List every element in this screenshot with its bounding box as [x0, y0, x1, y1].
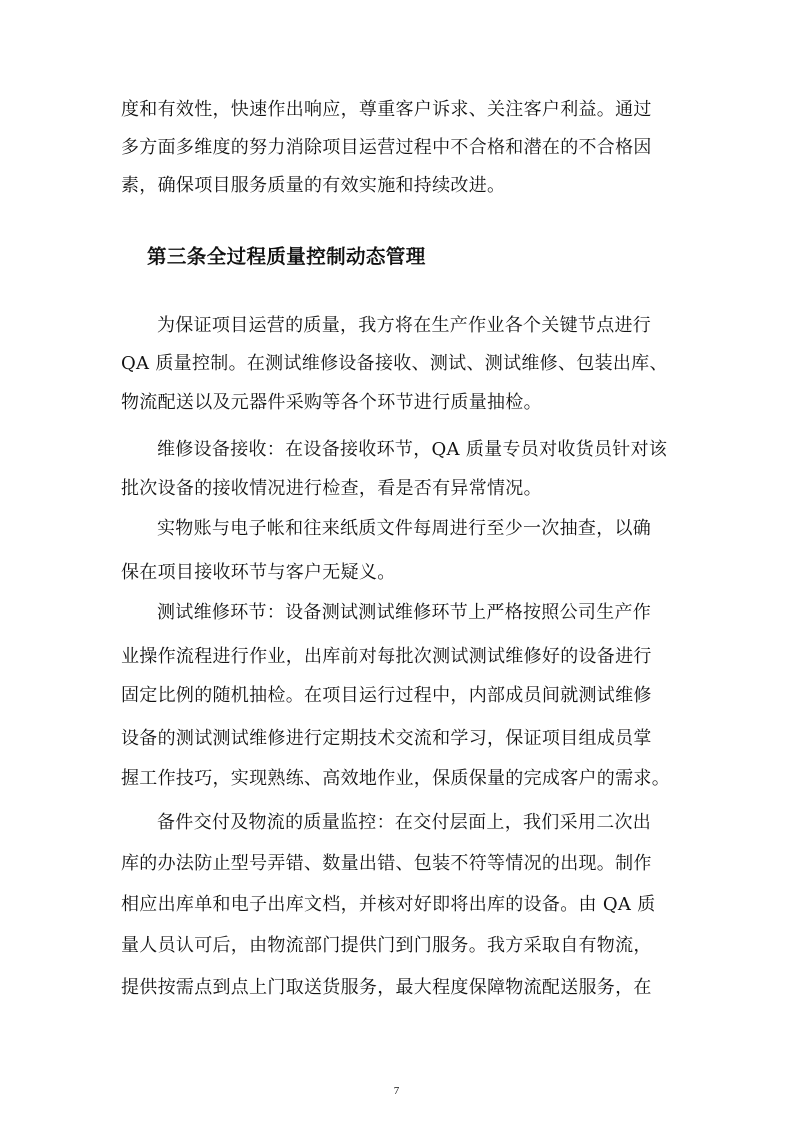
text-line: 实物账与电子帐和往来纸质文件每周进行至少一次抽查，以确 [157, 518, 652, 539]
text-line: 握工作技巧，实现熟练、高效地作业，保质保量的完成客户的需求。 [121, 768, 670, 789]
page-number: 7 [393, 1085, 400, 1097]
text-line: 固定比例的随机抽检。在项目运行过程中，内部成员间就测试维修 [121, 685, 652, 706]
text-line: 多方面多维度的努力消除项目运营过程中不合格和潜在的不合格因 [121, 137, 652, 158]
text-line: 素，确保项目服务质量的有效实施和持续改进。 [121, 175, 506, 196]
text-line: 业操作流程进行作业，出库前对每批次测试测试维修好的设备进行 [121, 646, 652, 667]
text-line: 保在项目接收环节与客户无疑义。 [121, 562, 396, 583]
text-line: 为保证项目运营的质量，我方将在生产作业各个关键节点进行 [157, 315, 652, 336]
text-line: 备件交付及物流的质量监控：在交付层面上，我们采用二次出 [157, 812, 652, 833]
text-line: 维修设备接收：在设备接收环节，QA 质量专员对收货员针对该 [157, 439, 668, 460]
text-line: 度和有效性，快速作出响应，尊重客户诉求、关注客户利益。通过 [121, 99, 652, 120]
text-line: 物流配送以及元器件采购等各个环节进行质量抽检。 [121, 392, 542, 413]
text-line: 批次设备的接收情况进行检查，看是否有异常情况。 [121, 478, 542, 499]
text-line: QA 质量控制。在测试维修设备接收、测试、测试维修、包装出库、 [121, 353, 668, 374]
text-line: 相应出库单和电子出库文档，并核对好即将出库的设备。由 QA 质 [121, 894, 656, 915]
section-heading: 第三条全过程质量控制动态管理 [147, 245, 426, 268]
text-line: 库的办法防止型号弄错、数量出错、包装不符等情况的出现。制作 [121, 853, 652, 874]
text-line: 量人员认可后，由物流部门提供门到门服务。我方采取自有物流， [121, 935, 652, 956]
text-line: 设备的测试测试维修进行定期技术交流和学习，保证项目组成员掌 [121, 728, 652, 749]
text-line: 提供按需点到点上门取送货服务，最大程度保障物流配送服务，在 [121, 977, 652, 998]
text-line: 测试维修环节：设备测试测试维修环节上严格按照公司生产作 [157, 602, 652, 623]
